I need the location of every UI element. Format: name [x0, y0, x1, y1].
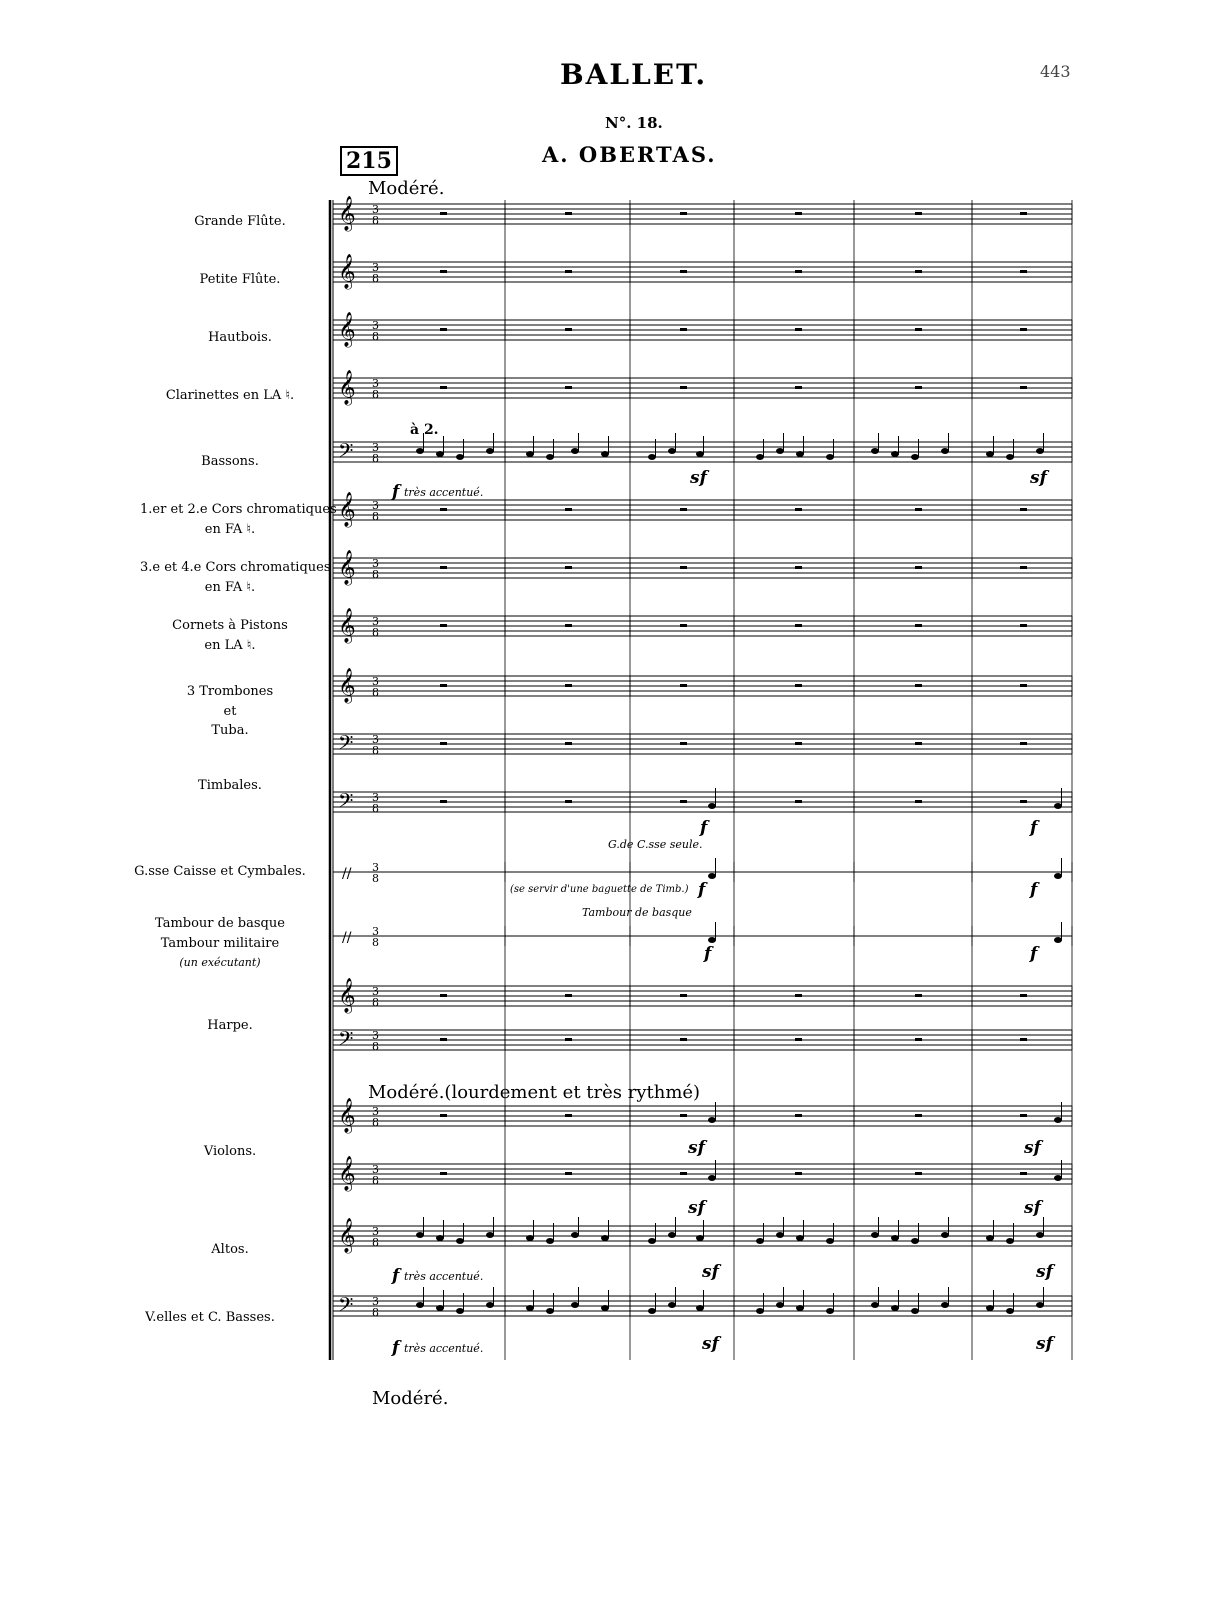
time-signature: 3 — [372, 1105, 379, 1118]
note-head — [986, 1305, 994, 1311]
accent-note-head — [708, 1175, 716, 1181]
treble-clef-icon: 𝄞 — [338, 254, 356, 289]
accent-note-head — [1054, 873, 1062, 879]
time-signature: 8 — [372, 214, 379, 227]
label-tambours: Tambour de basque Tambour militaire (un exécutant) — [155, 916, 285, 969]
note-head — [826, 1308, 834, 1314]
time-signature: 3 — [372, 499, 379, 512]
note-head — [526, 1235, 534, 1241]
note-head — [1006, 1308, 1014, 1314]
time-signature: 3 — [372, 319, 379, 332]
piece-subtitle: A. OBERTAS. — [542, 142, 717, 167]
note-head — [776, 1232, 784, 1238]
note-head — [891, 451, 899, 457]
note-head — [911, 454, 919, 460]
accent-note-head — [1054, 1117, 1062, 1123]
note-head — [776, 1302, 784, 1308]
measure-rest — [680, 212, 687, 215]
measure-rest — [680, 328, 687, 331]
note-head — [941, 1302, 949, 1308]
accent-note-head — [708, 1117, 716, 1123]
measure-rest — [565, 742, 572, 745]
measure-rest — [915, 742, 922, 745]
label-cornets: Cornets à Pistons en LA ♮. — [172, 618, 288, 653]
measure-rest — [565, 800, 572, 803]
rehearsal-mark: 215 — [340, 146, 398, 176]
percussion-clef-icon: // — [342, 930, 352, 946]
time-signature: 8 — [372, 996, 379, 1009]
measure-rest — [565, 1038, 572, 1041]
note-head — [456, 1238, 464, 1244]
note-head — [416, 1232, 424, 1238]
note-head — [571, 1302, 579, 1308]
annotation-tambour-basque: Tambour de basque — [582, 906, 692, 919]
treble-clef-icon: 𝄞 — [338, 312, 356, 347]
treble-clef-icon: 𝄞 — [338, 196, 356, 231]
label-harpe: Harpe. — [207, 1018, 253, 1033]
note-head — [1036, 1232, 1044, 1238]
dynamic-sf-bassons-1: sf — [690, 468, 707, 488]
measure-rest — [680, 800, 687, 803]
treble-clef-icon: 𝄞 — [338, 978, 356, 1013]
time-signature: 8 — [372, 388, 379, 401]
measure-rest — [1020, 800, 1027, 803]
dynamic-f-tambour-1: f — [704, 944, 712, 964]
measure-rest — [795, 386, 802, 389]
measure-rest — [795, 994, 802, 997]
annotation-tres-accentue-altos: très accentué. — [404, 1270, 484, 1283]
measure-rest — [1020, 386, 1027, 389]
measure-rest — [440, 386, 447, 389]
dynamic-f-altos: f — [392, 1266, 400, 1286]
time-signature: 3 — [372, 615, 379, 628]
time-signature: 8 — [372, 568, 379, 581]
note-head — [601, 1305, 609, 1311]
measure-rest — [680, 742, 687, 745]
note-head — [1036, 448, 1044, 454]
tempo-marking-bottom: Modéré. — [372, 1388, 449, 1409]
measure-rest — [1020, 1172, 1027, 1175]
time-signature: 3 — [372, 985, 379, 998]
measure-rest — [915, 624, 922, 627]
note-head — [756, 1308, 764, 1314]
measure-rest — [565, 386, 572, 389]
measure-rest — [915, 270, 922, 273]
measure-rest — [440, 508, 447, 511]
accent-note-head — [708, 873, 716, 879]
measure-rest — [795, 684, 802, 687]
measure-rest — [680, 1038, 687, 1041]
bass-clef-icon: 𝄢 — [338, 439, 354, 467]
label-hautbois: Hautbois. — [208, 330, 272, 345]
measure-rest — [795, 1114, 802, 1117]
measure-rest — [915, 1114, 922, 1117]
label-cors-1-2: 1.er et 2.e Cors chromatiques en FA ♮. — [140, 502, 337, 537]
note-head — [571, 1232, 579, 1238]
dynamic-f-timbales-1: f — [700, 818, 708, 838]
note-head — [986, 451, 994, 457]
bass-clef-icon: 𝄢 — [338, 731, 354, 759]
time-signature: 3 — [372, 675, 379, 688]
treble-clef-icon: 𝄞 — [338, 1156, 356, 1191]
note-head — [891, 1305, 899, 1311]
time-signature: 3 — [372, 557, 379, 570]
note-head — [546, 454, 554, 460]
dynamic-f-bassons: f — [392, 482, 400, 502]
measure-rest — [795, 508, 802, 511]
note-head — [871, 1302, 879, 1308]
measure-rest — [1020, 508, 1027, 511]
measure-rest — [440, 328, 447, 331]
measure-rest — [565, 212, 572, 215]
measure-rest — [565, 270, 572, 273]
measure-rest — [795, 1172, 802, 1175]
label-grosse-caisse: G.sse Caisse et Cymbales. — [134, 864, 306, 879]
label-violons: Violons. — [203, 1144, 257, 1159]
time-signature: 8 — [372, 936, 379, 949]
dynamic-sf-violons-3: sf — [688, 1198, 705, 1218]
time-signature: 3 — [372, 1295, 379, 1308]
measure-rest — [915, 1172, 922, 1175]
annotation-gc-seule: G.de C.sse seule. — [608, 838, 703, 851]
note-head — [796, 1305, 804, 1311]
label-altos: Altos. — [211, 1242, 249, 1257]
time-signature: 8 — [372, 1040, 379, 1053]
tempo-marking-top: Modéré. — [368, 178, 445, 199]
time-signature: 3 — [372, 1225, 379, 1238]
measure-rest — [1020, 624, 1027, 627]
annotation-baguette: (se servir d'une baguette de Timb.) — [510, 884, 689, 895]
measure-rest — [565, 624, 572, 627]
measure-rest — [795, 800, 802, 803]
measure-rest — [1020, 328, 1027, 331]
note-head — [941, 448, 949, 454]
note-head — [486, 1302, 494, 1308]
note-head — [696, 1235, 704, 1241]
note-head — [756, 454, 764, 460]
treble-clef-icon: 𝄞 — [338, 608, 356, 643]
measure-rest — [440, 742, 447, 745]
measure-rest — [1020, 566, 1027, 569]
note-head — [668, 448, 676, 454]
note-head — [1006, 454, 1014, 460]
note-head — [601, 451, 609, 457]
treble-clef-icon: 𝄞 — [338, 668, 356, 703]
measure-rest — [680, 624, 687, 627]
measure-rest — [440, 566, 447, 569]
dynamic-f-gc-1: f — [698, 880, 706, 900]
label-timbales: Timbales. — [198, 778, 262, 793]
annotation-a2: à 2. — [410, 422, 439, 438]
label-grande-flute: Grande Flûte. — [194, 214, 286, 229]
annotation-tres-accentue-bassons: très accentué. — [404, 486, 484, 499]
dynamic-sf-basses-2: sf — [1036, 1334, 1053, 1354]
note-head — [1036, 1302, 1044, 1308]
note-head — [456, 454, 464, 460]
measure-rest — [915, 386, 922, 389]
note-head — [776, 448, 784, 454]
measure-rest — [565, 994, 572, 997]
accent-note-head — [1054, 937, 1062, 943]
measure-rest — [440, 1172, 447, 1175]
note-head — [941, 1232, 949, 1238]
dynamic-sf-altos-1: sf — [702, 1262, 719, 1282]
measure-rest — [440, 684, 447, 687]
note-head — [436, 451, 444, 457]
measure-rest — [795, 1038, 802, 1041]
measure-rest — [1020, 684, 1027, 687]
note-head — [911, 1238, 919, 1244]
measure-rest — [915, 328, 922, 331]
note-head — [1006, 1238, 1014, 1244]
note-head — [648, 1238, 656, 1244]
measure-rest — [1020, 994, 1027, 997]
note-head — [436, 1305, 444, 1311]
dynamic-sf-altos-2: sf — [1036, 1262, 1053, 1282]
measure-rest — [565, 1172, 572, 1175]
treble-clef-icon: 𝄞 — [338, 1098, 356, 1133]
note-head — [696, 1305, 704, 1311]
measure-rest — [565, 566, 572, 569]
time-signature: 8 — [372, 1116, 379, 1129]
note-head — [436, 1235, 444, 1241]
measure-rest — [440, 800, 447, 803]
time-signature: 8 — [372, 510, 379, 523]
bass-clef-icon: 𝄢 — [338, 1027, 354, 1055]
label-clarinettes: Clarinettes en LA ♮. — [165, 388, 295, 403]
time-signature: 3 — [372, 203, 379, 216]
measure-rest — [915, 1038, 922, 1041]
annotation-tres-accentue-basses: très accentué. — [404, 1342, 484, 1355]
note-head — [871, 1232, 879, 1238]
measure-rest — [1020, 1038, 1027, 1041]
note-head — [416, 1302, 424, 1308]
measure-rest — [680, 566, 687, 569]
time-signature: 8 — [372, 452, 379, 465]
note-head — [796, 451, 804, 457]
bass-clef-icon: 𝄢 — [338, 1293, 354, 1321]
page-number: 443 — [1040, 62, 1071, 81]
measure-rest — [440, 1114, 447, 1117]
time-signature: 8 — [372, 1174, 379, 1187]
dynamic-f-timbales-2: f — [1030, 818, 1038, 838]
time-signature: 8 — [372, 1236, 379, 1249]
measure-rest — [1020, 1114, 1027, 1117]
measure-rest — [795, 566, 802, 569]
accent-note-head — [708, 803, 716, 809]
note-head — [826, 454, 834, 460]
measure-rest — [915, 212, 922, 215]
dynamic-sf-violons-1: sf — [688, 1138, 705, 1158]
note-head — [526, 1305, 534, 1311]
measure-rest — [440, 270, 447, 273]
time-signature: 3 — [372, 377, 379, 390]
treble-clef-icon: 𝄞 — [338, 550, 356, 585]
measure-rest — [565, 684, 572, 687]
time-signature: 3 — [372, 1163, 379, 1176]
bass-clef-icon: 𝄢 — [338, 789, 354, 817]
treble-clef-icon: 𝄞 — [338, 370, 356, 405]
time-signature: 8 — [372, 744, 379, 757]
accent-note-head — [1054, 1175, 1062, 1181]
treble-clef-icon: 𝄞 — [338, 1218, 356, 1253]
note-head — [696, 451, 704, 457]
measure-rest — [680, 270, 687, 273]
time-signature: 8 — [372, 272, 379, 285]
measure-rest — [915, 994, 922, 997]
time-signature: 8 — [372, 626, 379, 639]
note-head — [891, 1235, 899, 1241]
measure-rest — [565, 1114, 572, 1117]
measure-rest — [680, 386, 687, 389]
measure-rest — [1020, 742, 1027, 745]
dynamic-sf-bassons-2: sf — [1030, 468, 1047, 488]
measure-rest — [795, 270, 802, 273]
measure-rest — [440, 624, 447, 627]
time-signature: 3 — [372, 791, 379, 804]
measure-rest — [680, 1172, 687, 1175]
note-head — [986, 1235, 994, 1241]
measure-rest — [795, 212, 802, 215]
time-signature: 8 — [372, 802, 379, 815]
accent-note-head — [1054, 803, 1062, 809]
dynamic-f-tambour-2: f — [1030, 944, 1038, 964]
measure-rest — [1020, 212, 1027, 215]
label-trombones: 3 Trombones et Tuba. — [186, 684, 274, 738]
measure-rest — [915, 684, 922, 687]
measure-rest — [915, 566, 922, 569]
accent-note-head — [708, 937, 716, 943]
note-head — [826, 1238, 834, 1244]
measure-rest — [915, 508, 922, 511]
measure-rest — [565, 508, 572, 511]
dynamic-f-basses: f — [392, 1338, 400, 1358]
measure-rest — [1020, 270, 1027, 273]
measure-rest — [440, 994, 447, 997]
measure-rest — [565, 328, 572, 331]
time-signature: 3 — [372, 733, 379, 746]
measure-rest — [440, 1038, 447, 1041]
note-head — [871, 448, 879, 454]
note-head — [911, 1308, 919, 1314]
time-signature: 3 — [372, 925, 379, 938]
time-signature: 3 — [372, 861, 379, 874]
dynamic-sf-violons-2: sf — [1024, 1138, 1041, 1158]
label-bassons: Bassons. — [201, 454, 259, 469]
label-petite-flute: Petite Flûte. — [199, 272, 281, 287]
time-signature: 8 — [372, 686, 379, 699]
measure-rest — [680, 1114, 687, 1117]
note-head — [648, 454, 656, 460]
note-head — [796, 1235, 804, 1241]
measure-rest — [680, 994, 687, 997]
measure-rest — [440, 212, 447, 215]
measure-rest — [915, 800, 922, 803]
label-violoncelles: V.elles et C. Basses. — [145, 1310, 275, 1325]
treble-clef-icon: 𝄞 — [338, 492, 356, 527]
note-head — [526, 451, 534, 457]
note-head — [486, 448, 494, 454]
dynamic-f-gc-2: f — [1030, 880, 1038, 900]
label-cors-3-4: 3.e et 4.e Cors chromatiques en FA ♮. — [140, 560, 331, 595]
measure-rest — [795, 742, 802, 745]
note-head — [668, 1302, 676, 1308]
measure-rest — [680, 508, 687, 511]
tempo-marking-strings: Modéré.(lourdement et très rythmé) — [368, 1082, 701, 1103]
note-head — [648, 1308, 656, 1314]
dynamic-sf-basses-1: sf — [702, 1334, 719, 1354]
percussion-clef-icon: // — [342, 866, 352, 882]
time-signature: 8 — [372, 330, 379, 343]
time-signature: 3 — [372, 1029, 379, 1042]
note-head — [546, 1308, 554, 1314]
measure-rest — [680, 684, 687, 687]
time-signature: 8 — [372, 872, 379, 885]
page-title: BALLET. — [560, 58, 708, 91]
note-head — [416, 448, 424, 454]
measure-rest — [795, 328, 802, 331]
time-signature: 3 — [372, 261, 379, 274]
measure-rest — [795, 624, 802, 627]
note-head — [486, 1232, 494, 1238]
time-signature: 8 — [372, 1306, 379, 1319]
dynamic-sf-violons-4: sf — [1024, 1198, 1041, 1218]
note-head — [756, 1238, 764, 1244]
piece-number: N°. 18. — [605, 114, 663, 132]
note-head — [571, 448, 579, 454]
time-signature: 3 — [372, 441, 379, 454]
note-head — [546, 1238, 554, 1244]
note-head — [456, 1308, 464, 1314]
note-head — [668, 1232, 676, 1238]
note-head — [601, 1235, 609, 1241]
